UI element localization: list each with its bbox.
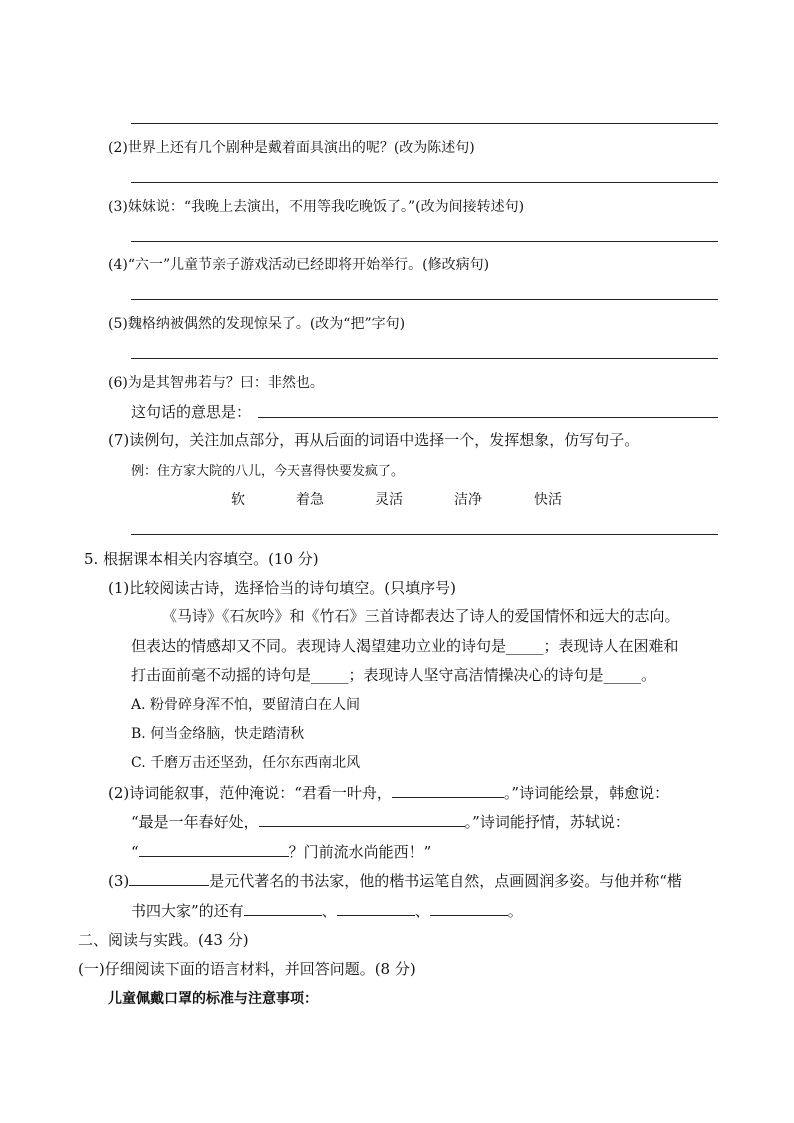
- question-number: (7): [108, 431, 130, 449]
- answer-line: [131, 123, 718, 124]
- word-choice: 灵活: [375, 492, 403, 508]
- question-text: ？门前流水尚能西！”: [288, 843, 432, 861]
- question-text: 为是其智弗若与？曰：非然也。: [127, 375, 324, 391]
- question-number: (3): [108, 872, 130, 890]
- option-b: B. 何当金络脑，快走踏清秋: [131, 726, 305, 742]
- section-2-sub1: (一)仔细阅读下面的语言材料，并回答问题。(8 分): [78, 960, 416, 978]
- question-number: (1): [108, 579, 130, 597]
- option-c: C. 千磨万击还坚劲，任尔东西南北风: [131, 755, 361, 771]
- word-choice: 软: [231, 492, 245, 508]
- question-number: (2): [108, 784, 130, 802]
- answer-line[interactable]: [131, 241, 718, 242]
- paragraph-line: 但表达的情感却又不同。表现诗人渴望建功立业的诗句是_____；表现诗人在困难和: [131, 637, 679, 655]
- section-2-title: 二、阅读与实践。(43 分): [78, 931, 249, 949]
- example-sentence: 例：住方家大院的八儿，今天喜得快要发疯了。: [131, 464, 405, 479]
- sub-question-3: [108, 870, 682, 891]
- question-text: 。”诗词能抒情，苏轼说：: [464, 813, 630, 831]
- fill-blank[interactable]: [139, 841, 289, 857]
- answer-line[interactable]: [131, 182, 718, 183]
- answer-line[interactable]: [131, 299, 718, 300]
- question-text: 魏格纳被偶然的发现惊呆了。(改为“把”字句): [127, 316, 406, 332]
- answer-line[interactable]: [131, 358, 718, 359]
- question-text: 。”诗词能绘景，韩愈说：: [503, 784, 670, 802]
- fill-blank[interactable]: [337, 900, 415, 916]
- question-number: (6): [108, 375, 128, 391]
- paragraph-line: 打击面前毫不动摇的诗句是_____；表现诗人坚守高洁情操决心的诗句是_____。: [131, 666, 657, 684]
- word-choice: 快活: [534, 492, 562, 508]
- meaning-label: 这句话的意思是：: [131, 403, 252, 421]
- question-number: (4): [108, 257, 128, 273]
- question-text: 妹妹说：“我晚上去演出，不用等我吃晚饭了。”(改为间接转述句): [127, 199, 525, 215]
- sub-question-2-line2: [131, 811, 630, 832]
- question-2: [108, 137, 475, 157]
- question-text: 诗词能叙事，范仲淹说：“君看一叶舟，: [129, 784, 392, 802]
- question-3: [108, 196, 524, 216]
- fill-blank[interactable]: [129, 870, 209, 886]
- question-number: (2): [108, 140, 128, 156]
- question-4: [108, 254, 489, 274]
- separator: 、: [414, 902, 430, 920]
- question-5: [108, 313, 405, 333]
- fill-blank[interactable]: [392, 782, 504, 798]
- word-choice: 着急: [296, 492, 324, 508]
- sub-question-2: [108, 782, 669, 803]
- question-text: 书四大家”的还有: [131, 902, 244, 920]
- answer-line[interactable]: [258, 417, 718, 418]
- paragraph-line: 《马诗》《石灰吟》和《竹石》三首诗都表达了诗人的爱国情怀和远大的志向。: [162, 607, 680, 625]
- question-text: “最是一年春好处，: [131, 813, 259, 831]
- fill-blank[interactable]: [259, 811, 465, 827]
- question-5-title: 5. 根据课本相关内容填空。(10 分): [84, 550, 319, 568]
- question-number: (3): [108, 199, 128, 215]
- question-text: 读例句，关注加点部分，再从后面的词语中选择一个，发挥想象，仿写句子。: [129, 431, 640, 449]
- reading-heading: 儿童佩戴口罩的标准与注意事项：: [108, 991, 318, 1007]
- sub-question-3-line2: [131, 900, 523, 921]
- word-choice: 洁净: [454, 492, 482, 508]
- fill-blank[interactable]: [430, 900, 508, 916]
- question-6: [108, 372, 324, 392]
- question-7: [108, 429, 639, 450]
- sub-question-1: [108, 577, 456, 598]
- question-text: 是元代著名的书法家，他的楷书运笔自然，点画圆润多姿。与他并称“楷: [209, 872, 682, 890]
- question-number: (5): [108, 316, 128, 332]
- question-text: “: [131, 843, 139, 861]
- separator: 、: [321, 902, 337, 920]
- question-text: 比较阅读古诗，选择恰当的诗句填空。(只填序号): [129, 579, 456, 597]
- question-text: 世界上还有几个剧种是戴着面具演出的呢？(改为陈述句): [127, 140, 475, 156]
- option-a: A. 粉骨碎身浑不怕，要留清白在人间: [131, 697, 361, 713]
- sub-question-2-line3: [131, 841, 431, 862]
- answer-line[interactable]: [131, 534, 718, 535]
- question-text: “六一”儿童节亲子游戏活动已经即将开始举行。(修改病句): [127, 257, 490, 273]
- period: 。: [507, 902, 523, 920]
- fill-blank[interactable]: [244, 900, 322, 916]
